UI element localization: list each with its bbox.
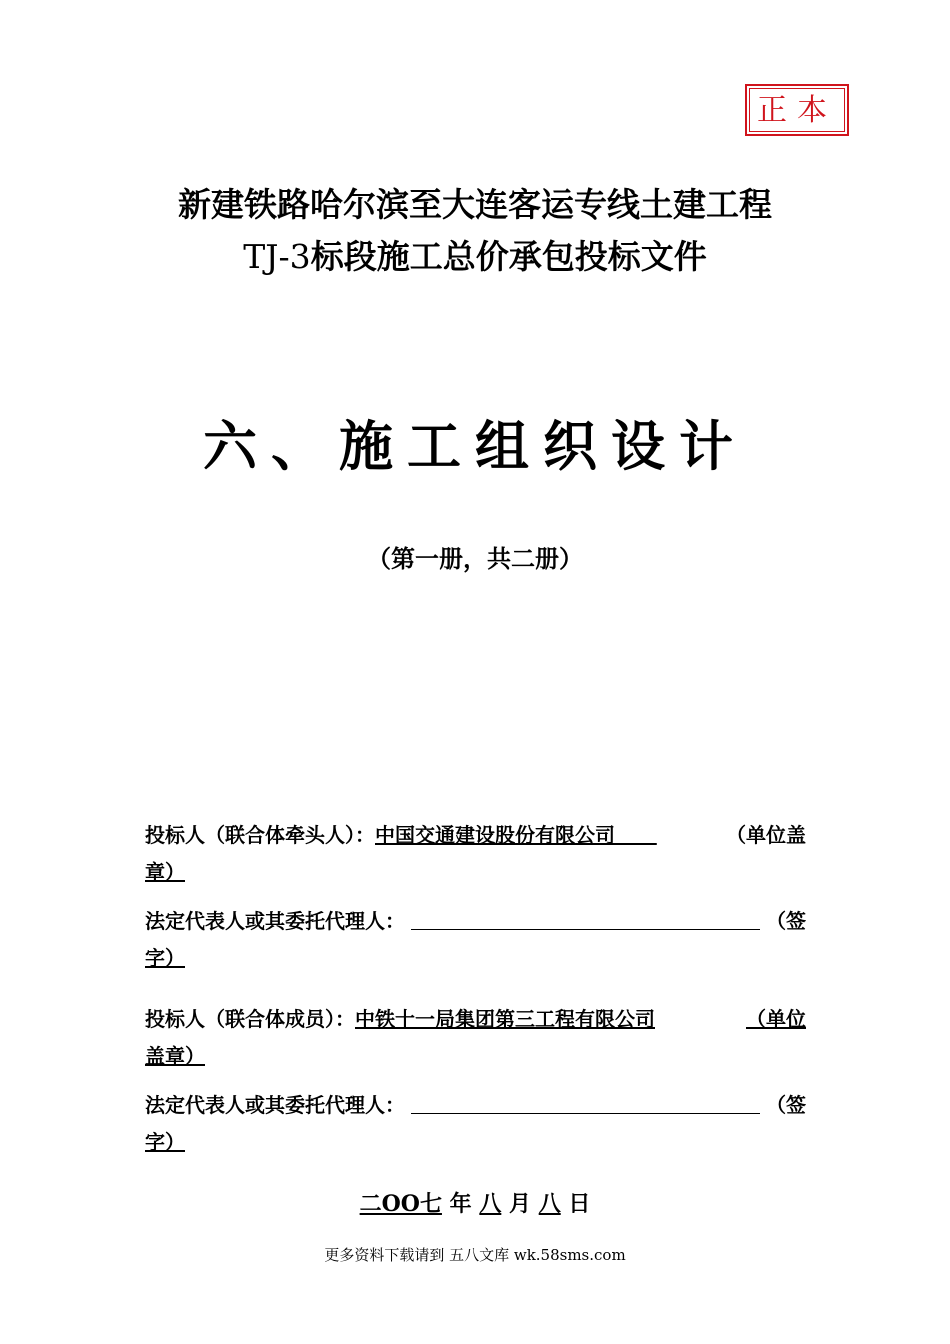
date-month: 八 xyxy=(479,1191,502,1217)
date-year-unit: 年 xyxy=(449,1191,472,1217)
date-day: 八 xyxy=(538,1191,561,1217)
volume-indicator: （第一册，共二册） xyxy=(367,544,583,573)
lead-bidder-seal-note-end: 章） xyxy=(145,860,185,884)
section-title: 六、施工组织设计 xyxy=(203,415,747,478)
lead-rep-sign-note: （签 xyxy=(766,909,806,933)
member-rep-signature-line xyxy=(411,1087,760,1114)
document-title-line1: 新建铁路哈尔滨至大连客运专线土建工程 xyxy=(178,185,772,224)
document-title-line2 xyxy=(0,235,950,279)
lead-bidder-company: 中国交通建设股份有限公司 xyxy=(375,823,615,847)
member-rep-sign-note: （签 xyxy=(766,1093,806,1117)
section-code: TJ-3 xyxy=(243,237,311,276)
member-bidder-company: 中铁十一局集团第三工程有限公司 xyxy=(355,1007,655,1031)
date-month-unit: 月 xyxy=(509,1191,532,1217)
lead-rep-sign-note-end: 字） xyxy=(145,946,185,970)
document-title-line2-text: 标段施工总价承包投标文件 xyxy=(310,237,707,276)
footer-download-note: 更多资料下载请到 五八文库 wk.58sms.com xyxy=(324,1246,626,1264)
date-year: 二OO七 xyxy=(359,1191,442,1217)
member-bidder-label: 投标人（联合体成员）： xyxy=(145,1007,355,1031)
lead-representative-block xyxy=(145,903,806,977)
member-rep-label: 法定代表人或其委托代理人： xyxy=(145,1093,405,1117)
lead-rep-label: 法定代表人或其委托代理人： xyxy=(145,909,405,933)
lead-rep-signature-line xyxy=(411,903,760,930)
lead-bidder-label: 投标人（联合体牵头人）： xyxy=(145,823,375,847)
member-representative-block xyxy=(145,1087,806,1161)
member-bidder-seal-note: （单位 xyxy=(746,1007,806,1031)
date-day-unit: 日 xyxy=(568,1191,591,1217)
lead-bidder-seal-note: （单位盖 xyxy=(726,823,806,847)
stamp-text: 正本 xyxy=(749,88,845,132)
member-rep-sign-note-end: 字） xyxy=(145,1130,185,1154)
document-date xyxy=(0,1187,950,1221)
member-bidder-block xyxy=(145,1001,806,1075)
original-copy-stamp xyxy=(745,84,849,136)
member-bidder-seal-note-end: 盖章） xyxy=(145,1044,205,1068)
lead-bidder-block xyxy=(145,817,806,891)
